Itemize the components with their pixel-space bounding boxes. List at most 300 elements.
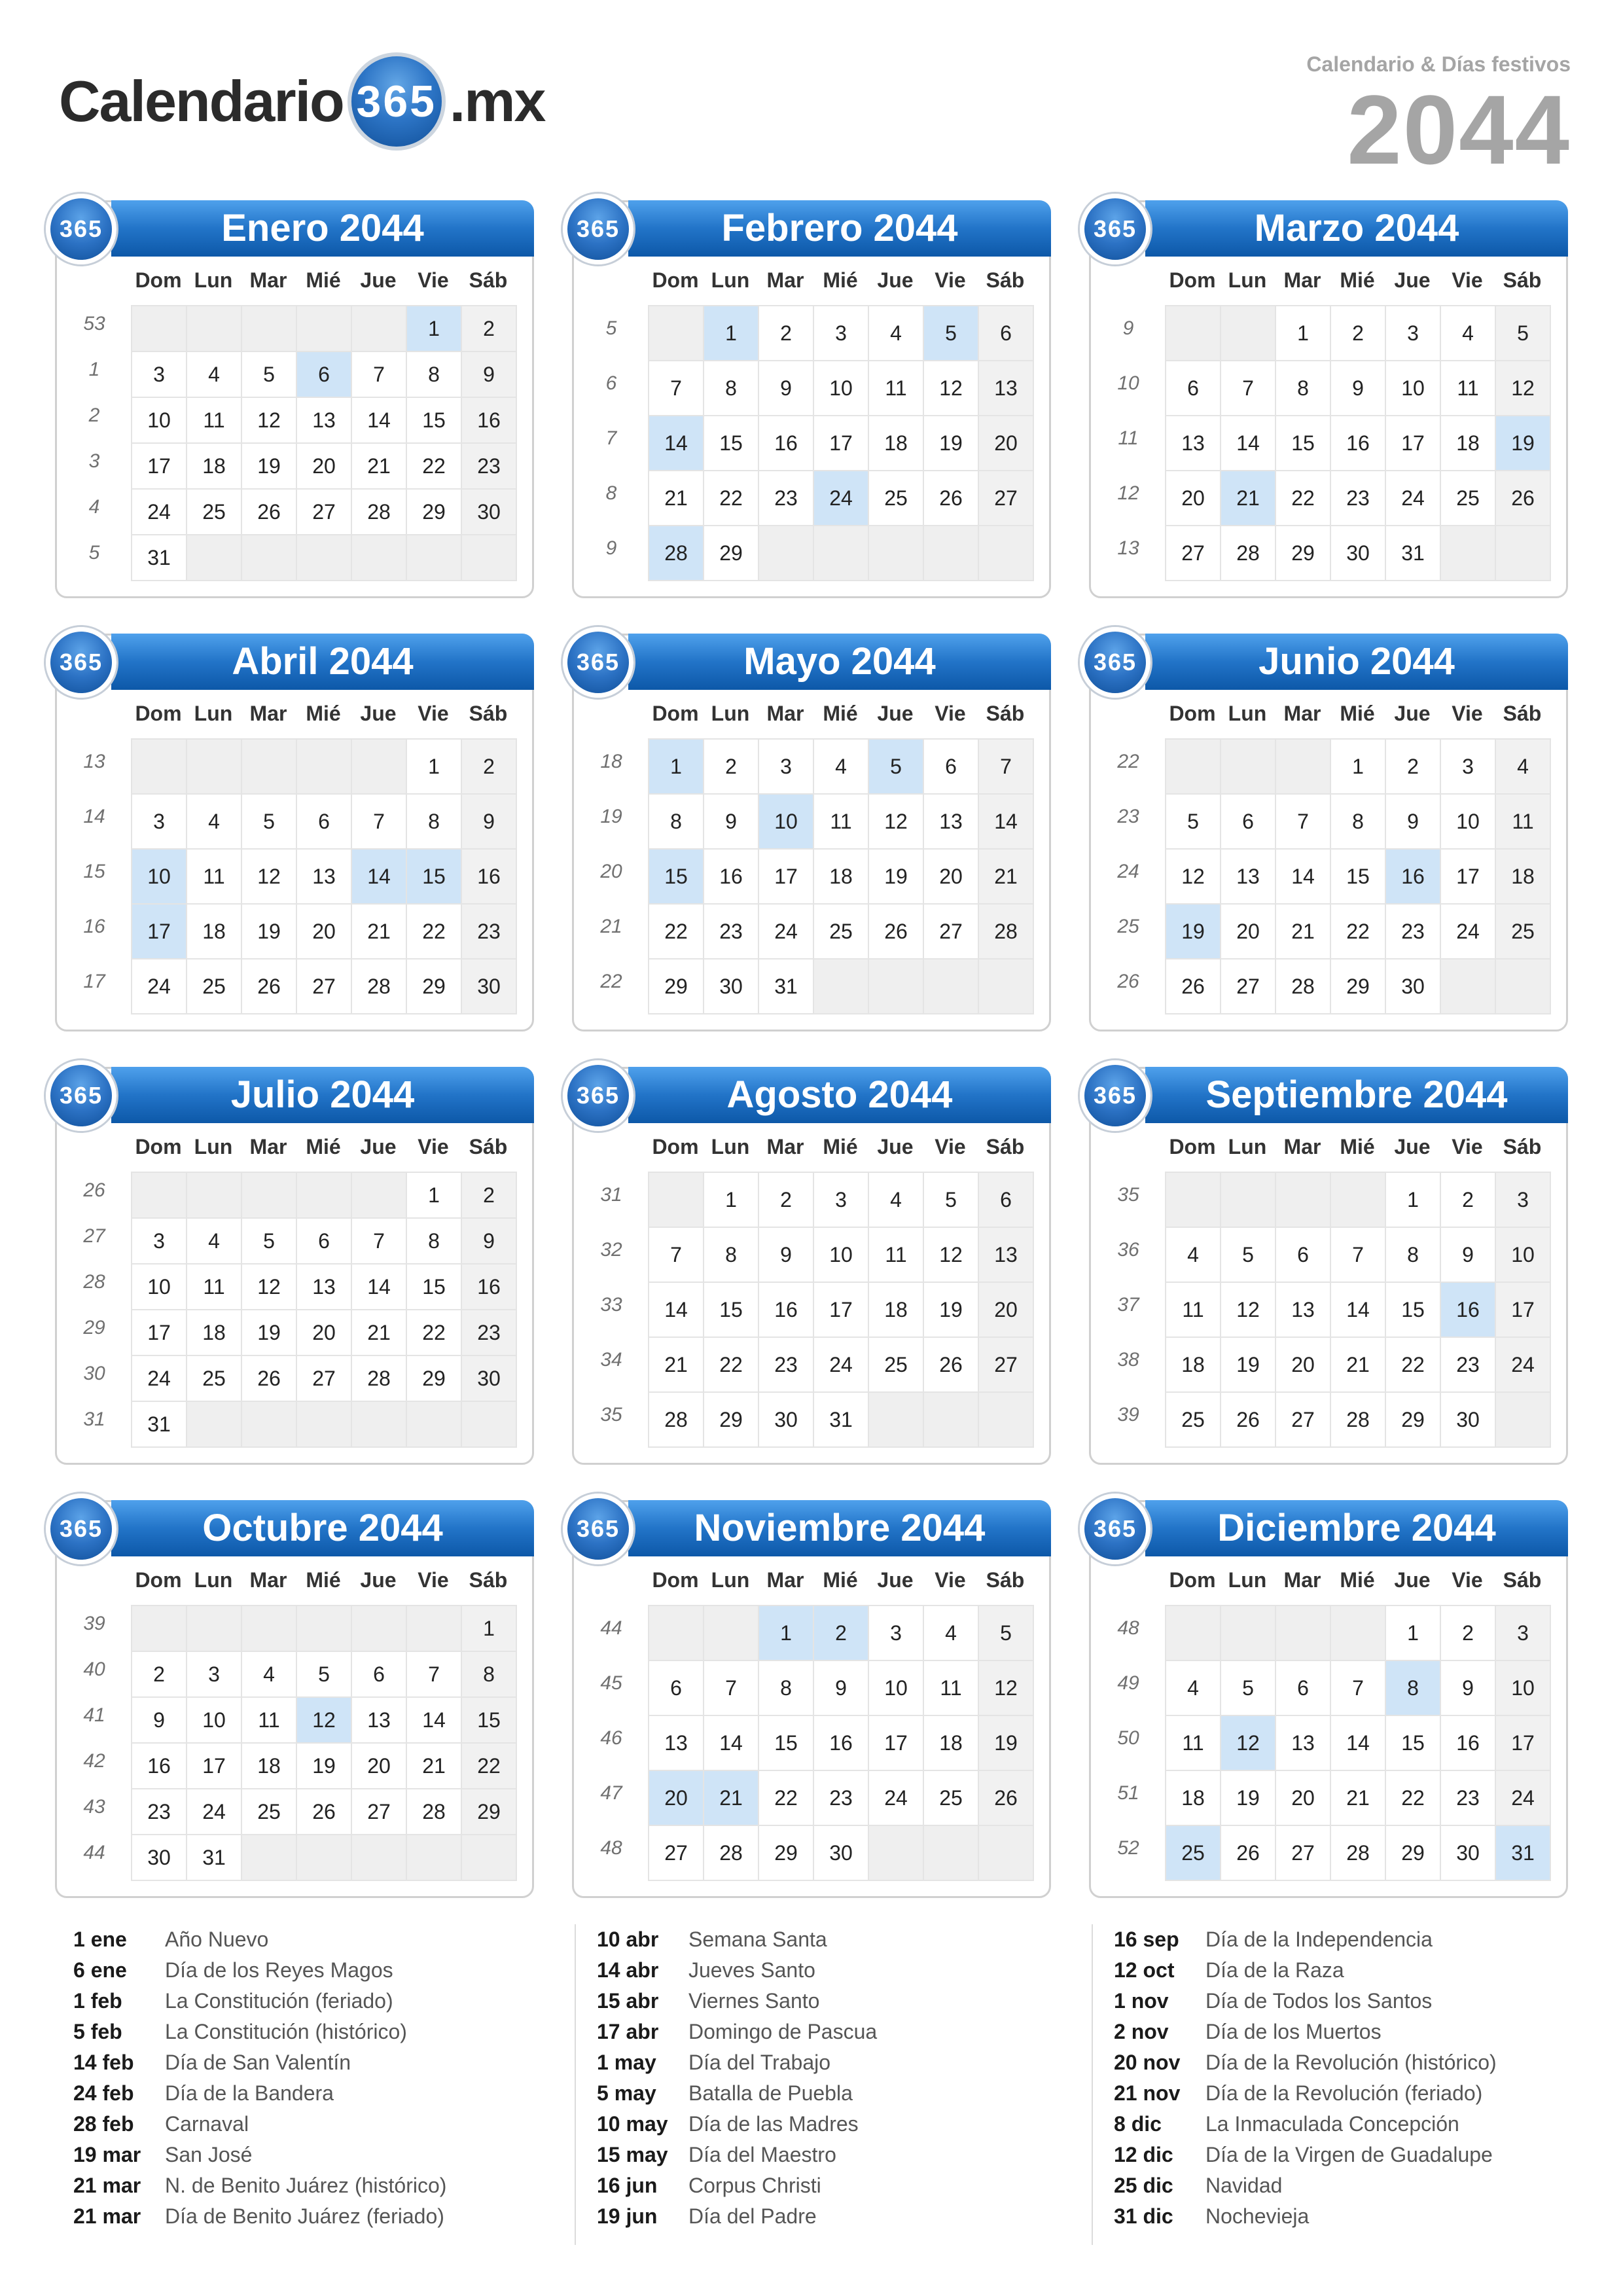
day-cell[interactable]: 3 — [132, 1219, 187, 1265]
day-cell[interactable]: 28 — [1331, 1826, 1386, 1881]
day-cell[interactable]: 30 — [1441, 1393, 1496, 1448]
day-cell[interactable]: 22 — [1386, 1771, 1441, 1826]
day-cell[interactable]: 7 — [1331, 1228, 1386, 1283]
day-cell[interactable]: 28 — [352, 1356, 407, 1402]
day-cell[interactable]: 26 — [242, 960, 297, 1014]
day-cell[interactable]: 4 — [1166, 1661, 1221, 1716]
day-cell[interactable]: 14 — [1221, 416, 1276, 471]
day-cell[interactable]: 29 — [1386, 1393, 1441, 1448]
day-cell[interactable]: 25 — [924, 1771, 979, 1826]
day-cell[interactable]: 13 — [297, 1265, 352, 1310]
day-cell[interactable]: 6 — [924, 740, 979, 795]
day-cell[interactable]: 19 — [924, 416, 979, 471]
day-cell[interactable]: 19 — [869, 850, 924, 905]
day-cell[interactable]: 6 — [1166, 361, 1221, 416]
day-cell[interactable]: 24 — [1496, 1771, 1551, 1826]
day-cell[interactable]: 30 — [814, 1826, 869, 1881]
day-cell[interactable]: 8 — [407, 795, 462, 850]
day-cell[interactable]: 28 — [979, 905, 1034, 960]
day-cell[interactable]: 1 — [407, 1173, 462, 1219]
day-cell[interactable]: 9 — [462, 1219, 517, 1265]
day-cell[interactable]: 23 — [1331, 471, 1386, 526]
day-cell[interactable]: 22 — [462, 1744, 517, 1789]
day-cell[interactable]: 25 — [242, 1789, 297, 1835]
day-cell[interactable]: 28 — [407, 1789, 462, 1835]
day-cell[interactable]: 31 — [814, 1393, 869, 1448]
day-cell[interactable]: 14 — [407, 1698, 462, 1744]
day-cell[interactable]: 23 — [814, 1771, 869, 1826]
day-cell[interactable]: 8 — [462, 1652, 517, 1698]
day-cell[interactable]: 17 — [132, 444, 187, 490]
day-cell[interactable]: 29 — [704, 1393, 759, 1448]
day-cell[interactable]: 25 — [187, 490, 242, 535]
day-cell[interactable]: 15 — [1276, 416, 1331, 471]
day-cell[interactable]: 7 — [1276, 795, 1331, 850]
day-cell[interactable]: 17 — [1496, 1283, 1551, 1338]
day-cell[interactable]: 22 — [704, 1338, 759, 1393]
day-cell[interactable]: 2 — [1441, 1606, 1496, 1661]
day-cell[interactable]: 2 — [814, 1606, 869, 1661]
day-cell[interactable]: 13 — [924, 795, 979, 850]
day-cell[interactable]: 27 — [979, 471, 1034, 526]
day-cell[interactable]: 16 — [1331, 416, 1386, 471]
day-cell[interactable]: 16 — [1386, 850, 1441, 905]
day-cell[interactable]: 14 — [704, 1716, 759, 1771]
day-cell[interactable]: 12 — [924, 1228, 979, 1283]
day-cell[interactable]: 9 — [1441, 1661, 1496, 1716]
day-cell[interactable]: 14 — [352, 850, 407, 905]
day-cell[interactable]: 4 — [1166, 1228, 1221, 1283]
day-cell[interactable]: 24 — [759, 905, 814, 960]
day-cell[interactable]: 14 — [1331, 1283, 1386, 1338]
day-cell[interactable]: 23 — [462, 444, 517, 490]
day-cell[interactable]: 3 — [1386, 306, 1441, 361]
day-cell[interactable]: 18 — [924, 1716, 979, 1771]
day-cell[interactable]: 9 — [132, 1698, 187, 1744]
day-cell[interactable]: 18 — [1166, 1771, 1221, 1826]
day-cell[interactable]: 5 — [979, 1606, 1034, 1661]
day-cell[interactable]: 26 — [1221, 1393, 1276, 1448]
day-cell[interactable]: 27 — [352, 1789, 407, 1835]
day-cell[interactable]: 26 — [924, 471, 979, 526]
day-cell[interactable]: 3 — [132, 795, 187, 850]
day-cell[interactable]: 13 — [297, 850, 352, 905]
day-cell[interactable]: 29 — [759, 1826, 814, 1881]
day-cell[interactable]: 9 — [1441, 1228, 1496, 1283]
day-cell[interactable]: 21 — [979, 850, 1034, 905]
day-cell[interactable]: 19 — [297, 1744, 352, 1789]
day-cell[interactable]: 21 — [1331, 1771, 1386, 1826]
day-cell[interactable]: 10 — [759, 795, 814, 850]
day-cell[interactable]: 4 — [187, 1219, 242, 1265]
day-cell[interactable]: 10 — [132, 1265, 187, 1310]
day-cell[interactable]: 17 — [132, 905, 187, 960]
day-cell[interactable]: 25 — [814, 905, 869, 960]
day-cell[interactable]: 3 — [1496, 1173, 1551, 1228]
day-cell[interactable]: 30 — [132, 1835, 187, 1881]
day-cell[interactable]: 7 — [979, 740, 1034, 795]
day-cell[interactable]: 17 — [187, 1744, 242, 1789]
day-cell[interactable]: 1 — [407, 740, 462, 795]
day-cell[interactable]: 24 — [1441, 905, 1496, 960]
day-cell[interactable]: 14 — [352, 398, 407, 444]
day-cell[interactable]: 5 — [924, 1173, 979, 1228]
day-cell[interactable]: 29 — [407, 490, 462, 535]
day-cell[interactable]: 4 — [924, 1606, 979, 1661]
day-cell[interactable]: 18 — [187, 905, 242, 960]
day-cell[interactable]: 26 — [242, 490, 297, 535]
day-cell[interactable]: 10 — [1496, 1661, 1551, 1716]
day-cell[interactable]: 23 — [704, 905, 759, 960]
day-cell[interactable]: 12 — [242, 398, 297, 444]
day-cell[interactable]: 24 — [1496, 1338, 1551, 1393]
day-cell[interactable]: 16 — [462, 1265, 517, 1310]
day-cell[interactable]: 30 — [704, 960, 759, 1014]
day-cell[interactable]: 19 — [979, 1716, 1034, 1771]
day-cell[interactable]: 21 — [649, 471, 704, 526]
day-cell[interactable]: 22 — [649, 905, 704, 960]
day-cell[interactable]: 8 — [1386, 1661, 1441, 1716]
day-cell[interactable]: 6 — [979, 1173, 1034, 1228]
day-cell[interactable]: 12 — [924, 361, 979, 416]
day-cell[interactable]: 15 — [1386, 1716, 1441, 1771]
day-cell[interactable]: 13 — [1276, 1283, 1331, 1338]
day-cell[interactable]: 11 — [814, 795, 869, 850]
day-cell[interactable]: 15 — [462, 1698, 517, 1744]
day-cell[interactable]: 9 — [814, 1661, 869, 1716]
day-cell[interactable]: 2 — [132, 1652, 187, 1698]
day-cell[interactable]: 1 — [704, 306, 759, 361]
day-cell[interactable]: 12 — [1496, 361, 1551, 416]
day-cell[interactable]: 18 — [869, 1283, 924, 1338]
day-cell[interactable]: 22 — [407, 1310, 462, 1356]
day-cell[interactable]: 31 — [1496, 1826, 1551, 1881]
day-cell[interactable]: 10 — [814, 361, 869, 416]
day-cell[interactable]: 22 — [759, 1771, 814, 1826]
day-cell[interactable]: 1 — [1386, 1173, 1441, 1228]
day-cell[interactable]: 6 — [1276, 1228, 1331, 1283]
day-cell[interactable]: 13 — [979, 1228, 1034, 1283]
day-cell[interactable]: 2 — [759, 1173, 814, 1228]
day-cell[interactable]: 7 — [1331, 1661, 1386, 1716]
day-cell[interactable]: 16 — [814, 1716, 869, 1771]
day-cell[interactable]: 1 — [1331, 740, 1386, 795]
day-cell[interactable]: 1 — [649, 740, 704, 795]
day-cell[interactable]: 22 — [704, 471, 759, 526]
site-logo[interactable] — [59, 52, 544, 151]
day-cell[interactable]: 16 — [1441, 1716, 1496, 1771]
day-cell[interactable]: 18 — [869, 416, 924, 471]
day-cell[interactable]: 31 — [1386, 526, 1441, 581]
day-cell[interactable]: 28 — [352, 960, 407, 1014]
day-cell[interactable]: 5 — [242, 352, 297, 398]
day-cell[interactable]: 6 — [297, 1219, 352, 1265]
day-cell[interactable]: 8 — [407, 1219, 462, 1265]
day-cell[interactable]: 8 — [1331, 795, 1386, 850]
day-cell[interactable]: 7 — [352, 352, 407, 398]
day-cell[interactable]: 13 — [297, 398, 352, 444]
day-cell[interactable]: 30 — [1441, 1826, 1496, 1881]
day-cell[interactable]: 25 — [187, 960, 242, 1014]
day-cell[interactable]: 27 — [979, 1338, 1034, 1393]
day-cell[interactable]: 14 — [352, 1265, 407, 1310]
day-cell[interactable]: 5 — [869, 740, 924, 795]
day-cell[interactable]: 5 — [1496, 306, 1551, 361]
day-cell[interactable]: 21 — [352, 905, 407, 960]
day-cell[interactable]: 22 — [1276, 471, 1331, 526]
day-cell[interactable]: 11 — [924, 1661, 979, 1716]
day-cell[interactable]: 9 — [759, 361, 814, 416]
day-cell[interactable]: 16 — [704, 850, 759, 905]
day-cell[interactable]: 28 — [1331, 1393, 1386, 1448]
day-cell[interactable]: 9 — [462, 352, 517, 398]
day-cell[interactable]: 25 — [1496, 905, 1551, 960]
day-cell[interactable]: 17 — [814, 416, 869, 471]
day-cell[interactable]: 7 — [352, 1219, 407, 1265]
day-cell[interactable]: 18 — [1496, 850, 1551, 905]
day-cell[interactable]: 27 — [1276, 1826, 1331, 1881]
day-cell[interactable]: 9 — [1331, 361, 1386, 416]
day-cell[interactable]: 7 — [1221, 361, 1276, 416]
day-cell[interactable]: 17 — [814, 1283, 869, 1338]
day-cell[interactable]: 13 — [352, 1698, 407, 1744]
day-cell[interactable]: 26 — [242, 1356, 297, 1402]
day-cell[interactable]: 24 — [1386, 471, 1441, 526]
day-cell[interactable]: 28 — [649, 1393, 704, 1448]
day-cell[interactable]: 24 — [132, 960, 187, 1014]
day-cell[interactable]: 8 — [649, 795, 704, 850]
day-cell[interactable]: 23 — [1441, 1338, 1496, 1393]
day-cell[interactable]: 29 — [462, 1789, 517, 1835]
day-cell[interactable]: 17 — [1386, 416, 1441, 471]
day-cell[interactable]: 16 — [759, 1283, 814, 1338]
day-cell[interactable]: 25 — [1441, 471, 1496, 526]
day-cell[interactable]: 8 — [704, 361, 759, 416]
day-cell[interactable]: 30 — [462, 1356, 517, 1402]
day-cell[interactable]: 3 — [187, 1652, 242, 1698]
day-cell[interactable]: 19 — [1496, 416, 1551, 471]
day-cell[interactable]: 31 — [759, 960, 814, 1014]
day-cell[interactable]: 15 — [759, 1716, 814, 1771]
day-cell[interactable]: 3 — [759, 740, 814, 795]
day-cell[interactable]: 21 — [1221, 471, 1276, 526]
day-cell[interactable]: 26 — [924, 1338, 979, 1393]
day-cell[interactable]: 14 — [649, 416, 704, 471]
day-cell[interactable]: 26 — [1166, 960, 1221, 1014]
day-cell[interactable]: 5 — [297, 1652, 352, 1698]
day-cell[interactable]: 31 — [132, 535, 187, 581]
day-cell[interactable]: 20 — [1276, 1771, 1331, 1826]
day-cell[interactable]: 19 — [242, 905, 297, 960]
day-cell[interactable]: 20 — [297, 444, 352, 490]
day-cell[interactable]: 16 — [759, 416, 814, 471]
day-cell[interactable]: 4 — [814, 740, 869, 795]
day-cell[interactable]: 17 — [1496, 1716, 1551, 1771]
day-cell[interactable]: 29 — [1276, 526, 1331, 581]
day-cell[interactable]: 26 — [1221, 1826, 1276, 1881]
day-cell[interactable]: 30 — [462, 960, 517, 1014]
day-cell[interactable]: 27 — [297, 490, 352, 535]
day-cell[interactable]: 6 — [1221, 795, 1276, 850]
day-cell[interactable]: 2 — [704, 740, 759, 795]
day-cell[interactable]: 28 — [352, 490, 407, 535]
day-cell[interactable]: 12 — [1221, 1716, 1276, 1771]
day-cell[interactable]: 2 — [462, 306, 517, 352]
day-cell[interactable]: 11 — [1166, 1283, 1221, 1338]
day-cell[interactable]: 26 — [297, 1789, 352, 1835]
day-cell[interactable]: 25 — [1166, 1393, 1221, 1448]
day-cell[interactable]: 5 — [924, 306, 979, 361]
day-cell[interactable]: 22 — [1331, 905, 1386, 960]
day-cell[interactable]: 21 — [649, 1338, 704, 1393]
day-cell[interactable]: 10 — [869, 1661, 924, 1716]
day-cell[interactable]: 15 — [1386, 1283, 1441, 1338]
day-cell[interactable]: 2 — [759, 306, 814, 361]
day-cell[interactable]: 2 — [462, 1173, 517, 1219]
day-cell[interactable]: 2 — [1441, 1173, 1496, 1228]
day-cell[interactable]: 30 — [1386, 960, 1441, 1014]
day-cell[interactable]: 13 — [1221, 850, 1276, 905]
day-cell[interactable]: 14 — [1276, 850, 1331, 905]
day-cell[interactable]: 29 — [407, 1356, 462, 1402]
day-cell[interactable]: 9 — [759, 1228, 814, 1283]
day-cell[interactable]: 20 — [1276, 1338, 1331, 1393]
day-cell[interactable]: 3 — [814, 1173, 869, 1228]
day-cell[interactable]: 10 — [1496, 1228, 1551, 1283]
day-cell[interactable]: 24 — [814, 1338, 869, 1393]
day-cell[interactable]: 11 — [1441, 361, 1496, 416]
day-cell[interactable]: 25 — [187, 1356, 242, 1402]
day-cell[interactable]: 10 — [187, 1698, 242, 1744]
day-cell[interactable]: 31 — [132, 1402, 187, 1448]
day-cell[interactable]: 29 — [649, 960, 704, 1014]
day-cell[interactable]: 20 — [649, 1771, 704, 1826]
day-cell[interactable]: 27 — [649, 1826, 704, 1881]
day-cell[interactable]: 28 — [1221, 526, 1276, 581]
day-cell[interactable]: 2 — [1386, 740, 1441, 795]
day-cell[interactable]: 20 — [924, 850, 979, 905]
day-cell[interactable]: 29 — [407, 960, 462, 1014]
day-cell[interactable]: 31 — [187, 1835, 242, 1881]
day-cell[interactable]: 1 — [407, 306, 462, 352]
day-cell[interactable]: 7 — [704, 1661, 759, 1716]
day-cell[interactable]: 11 — [1166, 1716, 1221, 1771]
day-cell[interactable]: 1 — [759, 1606, 814, 1661]
day-cell[interactable]: 14 — [979, 795, 1034, 850]
day-cell[interactable]: 16 — [462, 398, 517, 444]
day-cell[interactable]: 12 — [1166, 850, 1221, 905]
day-cell[interactable]: 23 — [1386, 905, 1441, 960]
day-cell[interactable]: 7 — [649, 361, 704, 416]
day-cell[interactable]: 15 — [704, 416, 759, 471]
day-cell[interactable]: 10 — [132, 850, 187, 905]
day-cell[interactable]: 28 — [704, 1826, 759, 1881]
day-cell[interactable]: 28 — [1276, 960, 1331, 1014]
day-cell[interactable]: 7 — [649, 1228, 704, 1283]
day-cell[interactable]: 8 — [1386, 1228, 1441, 1283]
day-cell[interactable]: 12 — [242, 850, 297, 905]
day-cell[interactable]: 8 — [1276, 361, 1331, 416]
day-cell[interactable]: 29 — [1386, 1826, 1441, 1881]
day-cell[interactable]: 4 — [1441, 306, 1496, 361]
day-cell[interactable]: 18 — [1166, 1338, 1221, 1393]
day-cell[interactable]: 10 — [1386, 361, 1441, 416]
day-cell[interactable]: 14 — [1331, 1716, 1386, 1771]
day-cell[interactable]: 20 — [979, 1283, 1034, 1338]
day-cell[interactable]: 20 — [297, 905, 352, 960]
day-cell[interactable]: 11 — [242, 1698, 297, 1744]
day-cell[interactable]: 20 — [979, 416, 1034, 471]
day-cell[interactable]: 9 — [704, 795, 759, 850]
day-cell[interactable]: 1 — [1386, 1606, 1441, 1661]
day-cell[interactable]: 21 — [704, 1771, 759, 1826]
day-cell[interactable]: 4 — [869, 1173, 924, 1228]
day-cell[interactable]: 18 — [814, 850, 869, 905]
day-cell[interactable]: 24 — [187, 1789, 242, 1835]
day-cell[interactable]: 19 — [1221, 1338, 1276, 1393]
day-cell[interactable]: 11 — [187, 1265, 242, 1310]
day-cell[interactable]: 13 — [1276, 1716, 1331, 1771]
day-cell[interactable]: 20 — [1221, 905, 1276, 960]
day-cell[interactable]: 8 — [704, 1228, 759, 1283]
day-cell[interactable]: 6 — [297, 795, 352, 850]
day-cell[interactable]: 27 — [297, 1356, 352, 1402]
day-cell[interactable]: 28 — [649, 526, 704, 581]
day-cell[interactable]: 22 — [1386, 1338, 1441, 1393]
day-cell[interactable]: 1 — [704, 1173, 759, 1228]
day-cell[interactable]: 12 — [1221, 1283, 1276, 1338]
day-cell[interactable]: 18 — [242, 1744, 297, 1789]
day-cell[interactable]: 5 — [1221, 1661, 1276, 1716]
day-cell[interactable]: 24 — [132, 1356, 187, 1402]
day-cell[interactable]: 26 — [869, 905, 924, 960]
day-cell[interactable]: 24 — [132, 490, 187, 535]
day-cell[interactable]: 23 — [759, 471, 814, 526]
day-cell[interactable]: 21 — [352, 444, 407, 490]
day-cell[interactable]: 13 — [979, 361, 1034, 416]
day-cell[interactable]: 20 — [297, 1310, 352, 1356]
day-cell[interactable]: 29 — [704, 526, 759, 581]
day-cell[interactable]: 4 — [1496, 740, 1551, 795]
day-cell[interactable]: 6 — [1276, 1661, 1331, 1716]
day-cell[interactable]: 27 — [1166, 526, 1221, 581]
day-cell[interactable]: 27 — [1276, 1393, 1331, 1448]
day-cell[interactable]: 7 — [352, 795, 407, 850]
day-cell[interactable]: 9 — [1386, 795, 1441, 850]
day-cell[interactable]: 11 — [187, 850, 242, 905]
day-cell[interactable]: 5 — [1166, 795, 1221, 850]
day-cell[interactable]: 17 — [1441, 850, 1496, 905]
day-cell[interactable]: 17 — [132, 1310, 187, 1356]
day-cell[interactable]: 18 — [187, 444, 242, 490]
day-cell[interactable]: 16 — [132, 1744, 187, 1789]
day-cell[interactable]: 7 — [407, 1652, 462, 1698]
day-cell[interactable]: 30 — [462, 490, 517, 535]
day-cell[interactable]: 21 — [1331, 1338, 1386, 1393]
day-cell[interactable]: 19 — [242, 444, 297, 490]
day-cell[interactable]: 15 — [407, 1265, 462, 1310]
day-cell[interactable]: 27 — [924, 905, 979, 960]
day-cell[interactable]: 12 — [869, 795, 924, 850]
day-cell[interactable]: 14 — [649, 1283, 704, 1338]
day-cell[interactable]: 6 — [649, 1661, 704, 1716]
day-cell[interactable]: 18 — [1441, 416, 1496, 471]
day-cell[interactable]: 21 — [407, 1744, 462, 1789]
day-cell[interactable]: 2 — [1331, 306, 1386, 361]
day-cell[interactable]: 21 — [1276, 905, 1331, 960]
day-cell[interactable]: 13 — [649, 1716, 704, 1771]
day-cell[interactable]: 11 — [1496, 795, 1551, 850]
